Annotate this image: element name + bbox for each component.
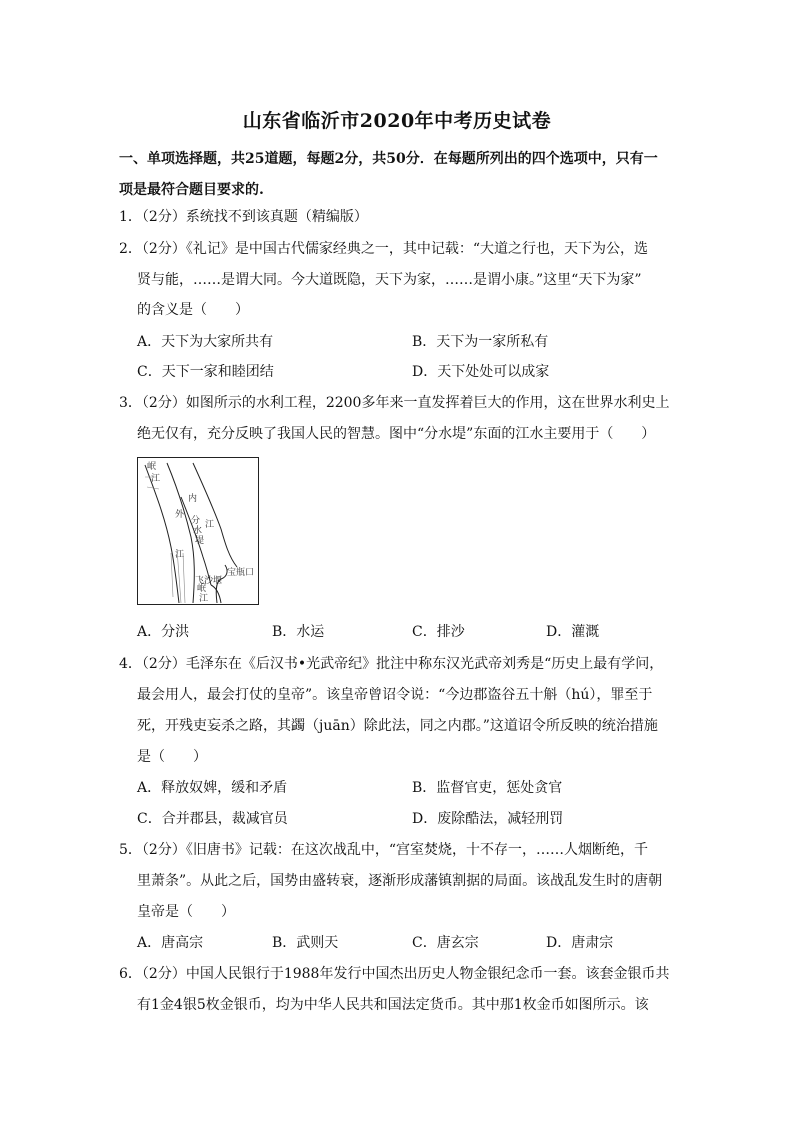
- question-2-line: 2．（2分）《礼记》是中国古代儒家经典之一，其中记载：“大道之行也，天下为公，选: [119, 241, 648, 257]
- map-label: 堤: [195, 536, 205, 546]
- question-4-line: 4．（2分）毛泽东在《后汉书•光武帝纪》批注中称东汉光武帝刘秀是“历史上最有学问，: [119, 656, 664, 672]
- question-3-option-a[interactable]: A．分洪: [137, 624, 190, 640]
- question-2-option-d[interactable]: D．天下处处可以成家: [412, 364, 550, 380]
- section-instructions-line: 项是最符合题目要求的.: [119, 182, 264, 198]
- map-label: 岷: [147, 462, 157, 472]
- question-3-option-d[interactable]: D．灌溉: [546, 624, 600, 640]
- question-4-line: 是（ ）: [137, 749, 207, 765]
- question-2-option-c[interactable]: C．天下一家和睦团结: [137, 364, 274, 380]
- question-6-line: 有1金4银5枚金银币，均为中华人民共和国法定货币。其中那1枚金币如图所示。该: [137, 997, 649, 1013]
- question-5-line: 5．（2分）《旧唐书》记载：在这次战乱中，“宫室焚烧，十不存一，……人烟断绝，千: [119, 842, 648, 858]
- question-6-line: 6．（2分）中国人民银行于1988年发行中国杰出历史人物金银纪念币一套。该套金银币共: [119, 966, 670, 982]
- question-3-line: 3．（2分）如图所示的水利工程，2200多年来一直发挥着巨大的作用，这在世界水利史上: [119, 395, 670, 411]
- question-5-line: 皇帝是（ ）: [137, 904, 235, 920]
- section-instructions: [119, 144, 677, 206]
- map-label: 岷: [197, 584, 207, 594]
- question-3-option-c[interactable]: C．排沙: [412, 624, 465, 640]
- map-label: 分: [191, 516, 201, 526]
- question-1-text: 1．（2分）系统找不到该真题（精编版）: [119, 209, 368, 225]
- map-label: 飞沙堰: [195, 576, 223, 586]
- map-label: 江: [175, 550, 185, 560]
- map-label: 水: [193, 526, 203, 536]
- question-5-option-b[interactable]: B．武则天: [272, 935, 339, 951]
- question-4-line: 死，开残吏妄杀之路，其蠲（juān）除此法，同之内郡。”这道诏令所反映的统治措施: [137, 718, 658, 734]
- question-2-option-b[interactable]: B．天下为一家所私有: [412, 334, 549, 350]
- question-5-option-d[interactable]: D．唐肃宗: [546, 935, 614, 951]
- question-2-line: 贤与能，……是谓大同。今大道既隐，天下为家，……是谓小康。”这里“天下为家”: [137, 272, 642, 288]
- question-2-option-a[interactable]: A．天下为大家所共有: [137, 334, 274, 350]
- map-label: 江: [199, 594, 209, 604]
- section-instructions-line: 一、单项选择题，共25道题，每题2分，共50分．在每题所列出的四个选项中，只有一: [119, 151, 658, 167]
- map-label: 江: [151, 474, 161, 484]
- question-5-option-a[interactable]: A．唐高宗: [137, 935, 204, 951]
- question-2-line: 的含义是（ ）: [137, 302, 249, 318]
- question-4-option-d[interactable]: D．废除酷法，减轻刑罚: [412, 811, 564, 827]
- map-label: 江: [205, 520, 215, 530]
- page-title: 山东省临沂市2020年中考历史试卷: [242, 110, 552, 132]
- question-5-option-c[interactable]: C．唐玄宗: [412, 935, 479, 951]
- question-3-option-b[interactable]: B．水运: [272, 624, 325, 640]
- map-label: 外: [175, 510, 185, 520]
- question-3-line: 绝无仅有，充分反映了我国人民的智慧。图中“分水堤”东面的江水主要用于（ ）: [137, 426, 656, 442]
- question-4-line: 最会用人，最会打仗的皇帝”。该皇帝曾诏令说：“今边郡盗谷五十斛（hú），罪至于: [137, 687, 653, 703]
- question-5-line: 里萧条”。从此之后，国势由盛转衰，逐渐形成藩镇割据的局面。该战乱发生时的唐朝: [137, 873, 663, 889]
- map-label: 宝瓶口: [227, 568, 255, 578]
- dujiangyan-map: [137, 457, 259, 605]
- question-4-option-c[interactable]: C．合并郡县，裁减官员: [137, 811, 288, 827]
- question-4-option-b[interactable]: B．监督官吏，惩处贪官: [412, 780, 563, 796]
- question-4-option-a[interactable]: A．释放奴婢，缓和矛盾: [137, 780, 288, 796]
- map-label: 内: [188, 494, 198, 504]
